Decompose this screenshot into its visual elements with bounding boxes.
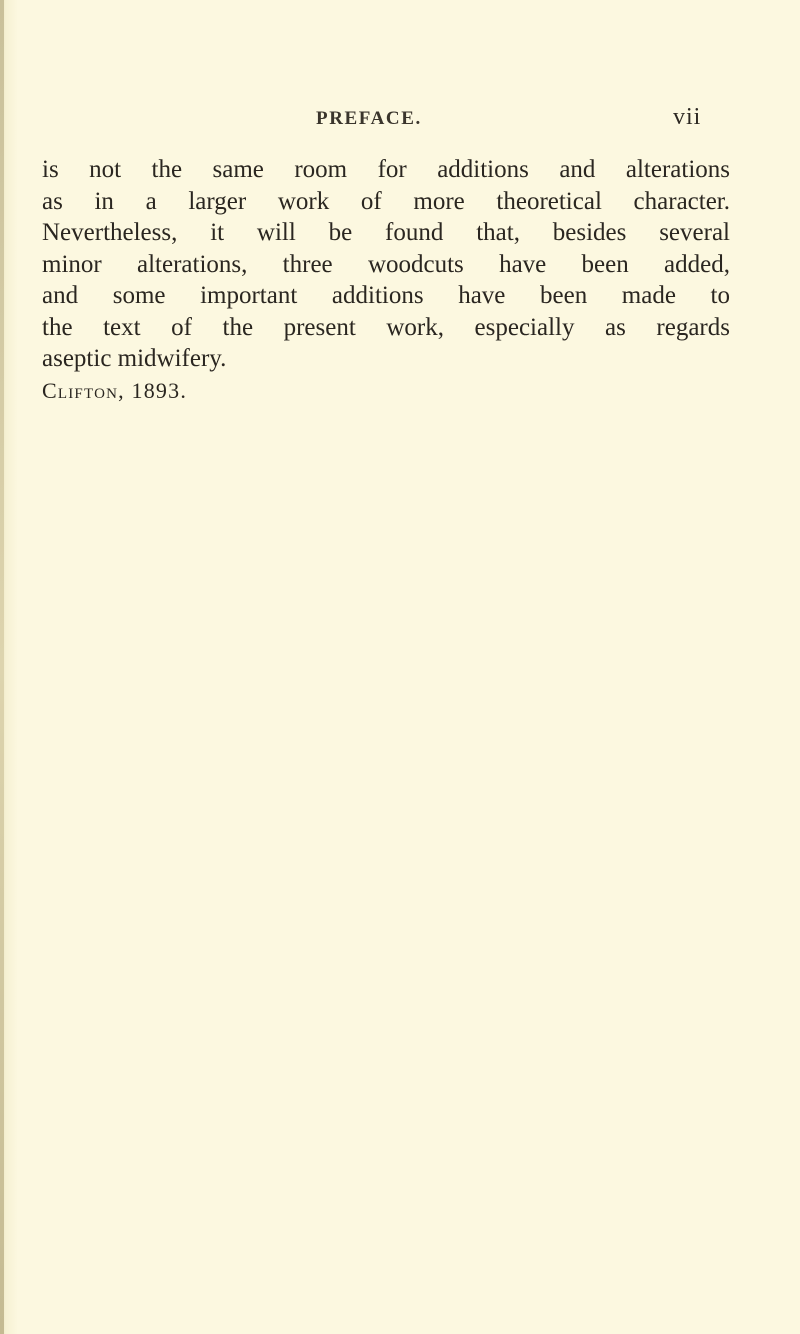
text-line: the text of the present work, especially as regards [42,313,730,341]
text-line: as in a larger work of more theoretical character. [42,187,730,215]
text-line: is not the same room for additions and alterations [42,156,730,183]
preface-paragraph [42,154,742,375]
text-line: aseptic midwifery. [42,345,227,372]
page-binding-edge [0,0,4,1334]
running-head-title: PREFACE. [316,108,422,129]
text-line: Nevertheless, it will be found that, besides several [42,219,730,246]
text-line: minor alterations, three woodcuts have been added, [42,250,730,278]
text-line: and some important additions have been made to [42,282,730,309]
place-date-signature: Clifton, 1893. [42,378,188,403]
running-head [0,104,800,138]
page-number: vii [673,104,702,130]
